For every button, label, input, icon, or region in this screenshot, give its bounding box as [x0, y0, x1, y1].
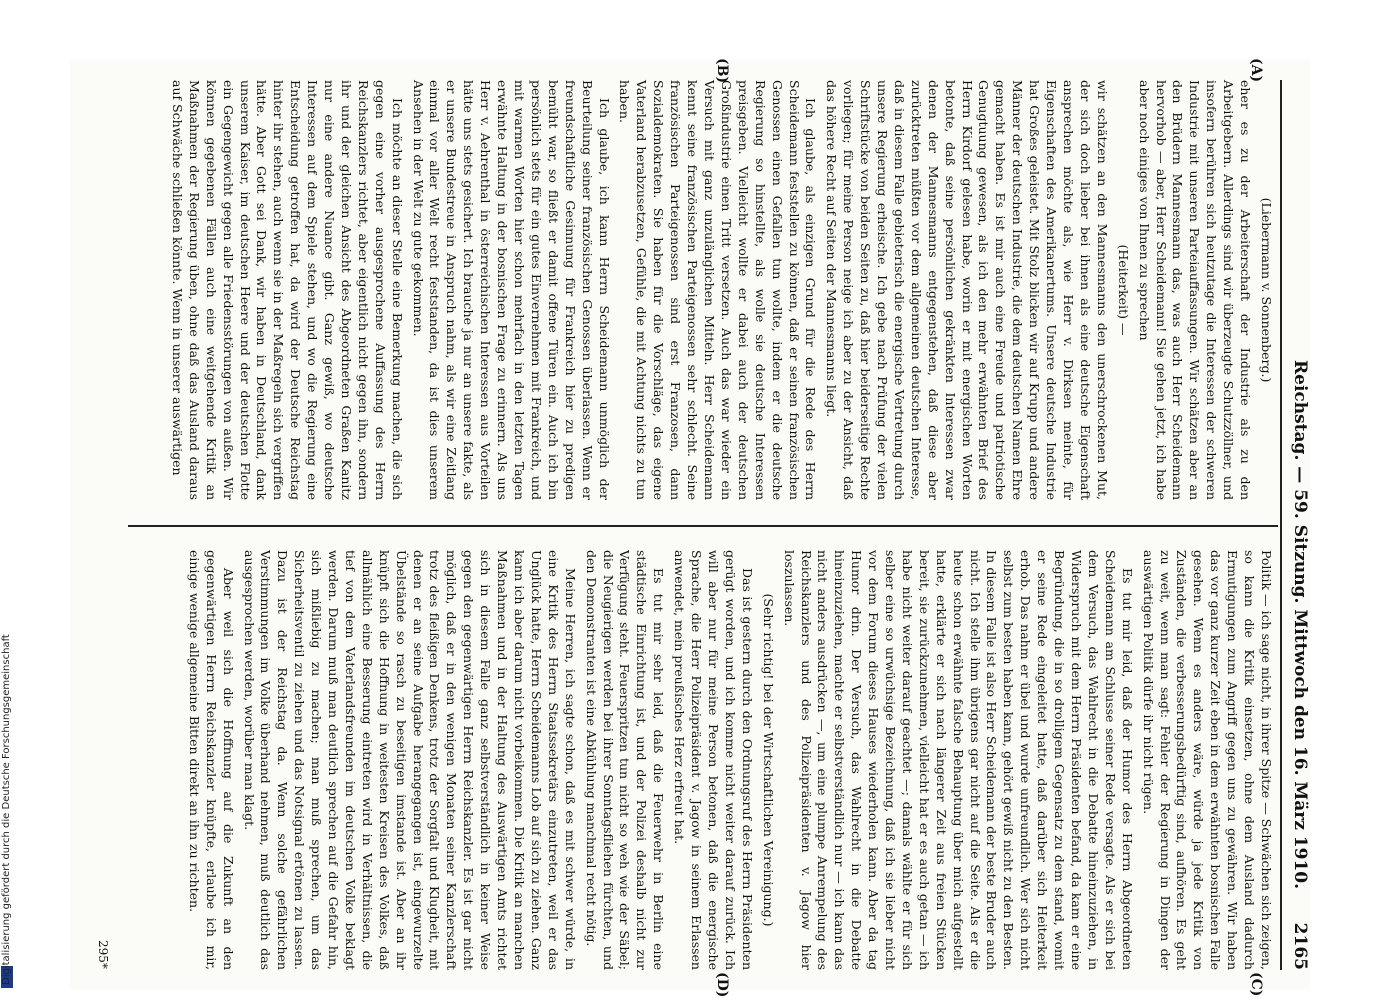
paragraph: Aber weil sich die Hoffnung auf die Zukunft an den gegenwärtigen Herrn Reichskanzler knüpfte, erlaube ich mir, einige wenige allgemeine Bitten direkt an ihn zu richten.: [186, 550, 236, 970]
paragraph: Das ist gestern durch den Ordnungsruf des Herrn Präsidenten gerügt worden, und ich komme nicht weiter darauf zurück. Ich will aber nur für meine Person betonen, daß die energische Sprache, die Herr Polizeipräsident v. Jagow in seinem Erlassen anwendet, mein preußisches Herz erfreut hat.: [672, 550, 755, 970]
page-header: [1284, 80, 1310, 970]
paragraph: Es tut mir sehr leid, daß die Feuerwehr in Berlin eine städtische Einrichtung ist, und der Polizei deshalb nicht zur Verfügung steht. Feuerspritzen tun nicht so weh wie der Säbel; die Neugierigen werden bei ihrer Sonntagsfliehen fürchten, und den Demonstranten ist eine Abkühlung manchmal recht nötig.: [583, 550, 667, 970]
paragraph: eher es zu der Arbeiterschaft der Industrie als zu den Arbeitgebern. Allerdings sind wir überzeugte Schutzzöllner, und insofern berühren sich heutzutage die Interessen der schweren Industrie mit unseren Parteiauffassungen. Wir schätzen aber an den Brüdern Mannesmann das, was auch Herr Scheidemann hervorhob — aber, Herr Scheidemann! Sie gehen jetzt, ich habe aber noch einiges von Ihnen zu sprechen: [1136, 80, 1254, 500]
paragraph: Ich möchte an dieser Stelle eine Bemerkung machen, die sich gegen eine vorher ausgesprochene Auffassung des Herrn Reichskanzlers richtet, aber eigentlich nicht gegen ihn, sondern ihr und der gleichen Ansicht des Abgeordneten Graßen Kanitz nur eine andere Nuance gibt. Ganz gewiß, wo deutsche Interessen auf dem Spiele stehen, und wo die Regierung eine Entscheidung getroffen hat, da wird der Deutsche Reichstag hinter ihr stehen, auch wenn sie in der Maßregeln sich vergriffen hätte. Aber Gott sei Dank, wir haben in Deutschland, dank unserem Kaiser, im deutschen Heere und der deutschen Flotte ein Gegengewicht gegen alle Friedensstörungen von außen. Wir können gegebenen Fällen auch eine weitgehende Kritik an Maßnahmen der Regierung üben, ohne daß das Ausland daraus auf Schwäche schließen könnte. Wenn in unserer auswärtigen: [169, 80, 405, 500]
speaker-line: (Liebermann v. Sonnenberg.): [1259, 197, 1274, 383]
header-rule: [1280, 80, 1282, 970]
right-column: [181, 550, 1274, 970]
signature-mark: 295*: [96, 940, 110, 969]
interjection: (Sehr richtig! bei der Wirtschaftlichen Vereinigung.): [760, 593, 776, 927]
paragraph: wir schätzen an den Mannesmanns den unerschrockenen Mut, der sich doch lieber bei ihnen als eine deutsche Eigenschaft ansprechen möchte als, wie Herr v. Dirksen meinte, für Eigenschaften des Amerikanertums. Unsere deutsche Industrie hat Großes geleistet. Mit Stolz blicken wir auf Krupp und andere Männer der deutschen Industrie, die dem deutschen Namen Ehre gemacht haben. Es ist mir auch eine Freude und patriotische Genugtuung gewesen, als ich den mehr erwähnten Brief des Herrn Kirdorf gelesen habe, worin er mit energischen Worten betonte, daß seine persönlichen gekränkten Interessen zwar denen der Mannesmanns entgegenstehen, daß diese aber zurücktreten müßten vor dem allgemeinen deutschen Interesse, daß in diesem Falle gebieterisch die energische Vertretung durch unsere Regierung erheische. Ich gebe nach Prüfung der vielen Schriftstücke von beiden Seiten zu, daß hier beiderseitige Rechte vorliegen; für meine Person neige ich aber zu der Ansicht, daß das höhere Recht auf Seiten der Mannesmanns liegt.: [824, 80, 1110, 500]
paragraph: Politik — ich sage nicht, in ihrer Spitze — Schwächen sich zeigen, so kann die Kritik einsetzen, ohne dem Ausland dadurch Ermutigungen zum Angriff gegen uns zu gewähren. Wir haben das vor ganz kurzer Zeit eben in dem erwähnten bosnischen Falle gesehen. Wenn es anders wäre, würde ja jede Kritik von Zuständen, die verbesserungsbedürftig sind, aufhören. Es geht zu weit, wenn man sagt: Fehler der Regierung in Dingen der auswärtigen Politik dürfe ihr nicht rügen.: [1140, 550, 1274, 970]
left-column: [164, 80, 1274, 500]
margin-mark-d: (D): [714, 972, 730, 998]
margin-mark-c: (C): [1248, 972, 1264, 997]
paragraph: Meine Herren, ich sagte schon, daß es mit schwer würde, in eine Kritik des Herrn Staatssekretärs einzutreten, weil er das Unglück hatte, Herrn Scheidemanns Lob auf sich zu ziehen. Ganz kann ich aber darum nicht vorbeikommen. Die Kritik an manchen Maßnahmen und in der Haltung des Auswärtigen Amts richtet sich in diesem Falle ganz selbstverständlich in keiner Weise gegen den gegenwärtigen Herrn Reichskanzler. Es ist gar nicht möglich, daß er in den wenigen Monaten seiner Kanzlerschaft trotz des fleißigen Denkens, trotz der Sorgfalt und Klugheit, mit denen er an seine Aufgabe herangegangen ist, eingewurzelte Übelstände so rasch zu beseitigen imstande ist. Aber an ihr knüpft sich die Hoffnung in weitesten Kreisen des Volkes, daß allmählich eine Besserung eintreten wird in Verhältnissen, die tief von dem Vaterlandsfreunden im deutschen Volke beklagt werden. Darum muß man deutlich sprechen auf die Gefahr hin, sich mißliebig zu machen; man muß sprechen, um das Sicherheitsventil zu ziehen und das Notsignal ertönen zu lassen. Dazu ist der Reichstag da. Wenn solche gefährlichen Verstimmungen im Volke überhand nehmen, muß deutlich das ausgesprochen werden, worüber man klagt.: [241, 550, 578, 970]
scanned-page: [70, 58, 1310, 998]
paragraph: Es tut mir leid, daß der Humor des Herrn Abgeordneten Scheidemann am Schlusse seiner Rede versagte. Als er sich bei dem Versuch, das Wahlrecht in die Debatte hineinzuziehen, in Widerspruch mit dem Herrn Präsidenten befand, da kam er eine Begründung, die in so drolligem Gegensatz zu dem stand, womit er seine Rede eingeleitet hatte, daß darüber sich Heiterkeit erhob. Das nahm er übel und wurde unfreundlich. Wer sich nicht selbst zum besten haben kann, gehört gewiß nicht zu den Besten. In diesem Falle ist also Herr Scheidemann der beste Bruder auch nicht. Ich stelle ihm übrigens gar nicht auf die Seite. Als er die heute schon erwähnte falsche Behauptung über mich aufgestellt hatte, erklärte er sich nach längerer Zeit aus freien Stücken bereit, sie zurückzunehmen, vielleicht hat er es auch getan — ich habe nicht weiter darauf geachtet —; damals wählte er für sich selber eine so urwüchsige Bezeichnung, daß ich sie lieber nicht vor dem Forum dieses Hauses wiederholen kann. Aber da tag Humor drin. Der Versuch, das Wahlrecht in die Debatte hineinzuziehen, machte er selbstverständlich nur — ich kann das nicht anders ausdrücken —, um eine plumpe Anrempelung des Reichskanzlers und des Polizeipräsidenten v. Jagow hier loszulassen.: [781, 550, 1135, 970]
column-separator: [128, 525, 1278, 527]
interjection: (Heiterkeit) —: [1115, 244, 1131, 336]
side-credit-text: Digitalisierung gefördert durch die Deutsche Forschungsgemeinschaft: [1, 634, 12, 985]
paragraph: Ich glaube, ich kann Herrn Scheidemann unmöglich der Beurteilung seiner französischen Genossen überlassen. Wenn er freundschaftliche Gesinnung für Frankreich hier zu predigen bemüht war, so fließt er damit offene Türen ein. Auch ich bin persönlich stets für ein gutes Einvernehmen mit Frankreich, und mit warmen Worten hier schon mehrfach in den letzten Tagen erwähnte Haltung in der bosnischen Frage zu erinnern. Als uns Herr v. Aehrenthal in österreichischen Interessen aus Vorteilen hätte uns stets gesichert. Ich brauche ja nur an unsere fakte, als er unsere Bundestreue in Anspruch nahm, als wir eine Zeitlang einmal vor aller Welt recht feststanden, da ist dies unserem Ansehen in der Welt zu gute gekommen.: [410, 80, 612, 500]
paragraph: Ich glaube, als einzigen Grund für die Rede des Herrn Scheidemann feststellen zu können, daß er seinen französischen Genossen einen Gefallen tun wollte, indem er die deutsche Regierung so hinstellte, als wolle sie deutsche Interessen preisgeben. Vielleicht wollte er dabei auch der deutschen Großindustrie einen Tritt versetzen. Auch das war wieder ein Versuch mit ganz unzulänglichen Mitteln. Herr Scheidemann kennt seine französischen Parteigenossen sehr schlecht. Seine französischen Parteigenossen sind erst Franzosen, dann Sozialdemokraten. Sie haben für die Vorschläge, das eigene Vaterland herabzusetzen, Gefühle, die mit Achtung nichts zu tun haben.: [617, 80, 819, 500]
header-title: Reichstag. — 59. Sitzung. Mittwoch den 16. März 1910.: [1290, 360, 1310, 890]
margin-mark-a: (A): [1248, 58, 1264, 83]
margin-mark-b: (B): [714, 58, 730, 84]
page-number: 2165: [1290, 922, 1310, 970]
side-credit-strip: [0, 0, 14, 1000]
